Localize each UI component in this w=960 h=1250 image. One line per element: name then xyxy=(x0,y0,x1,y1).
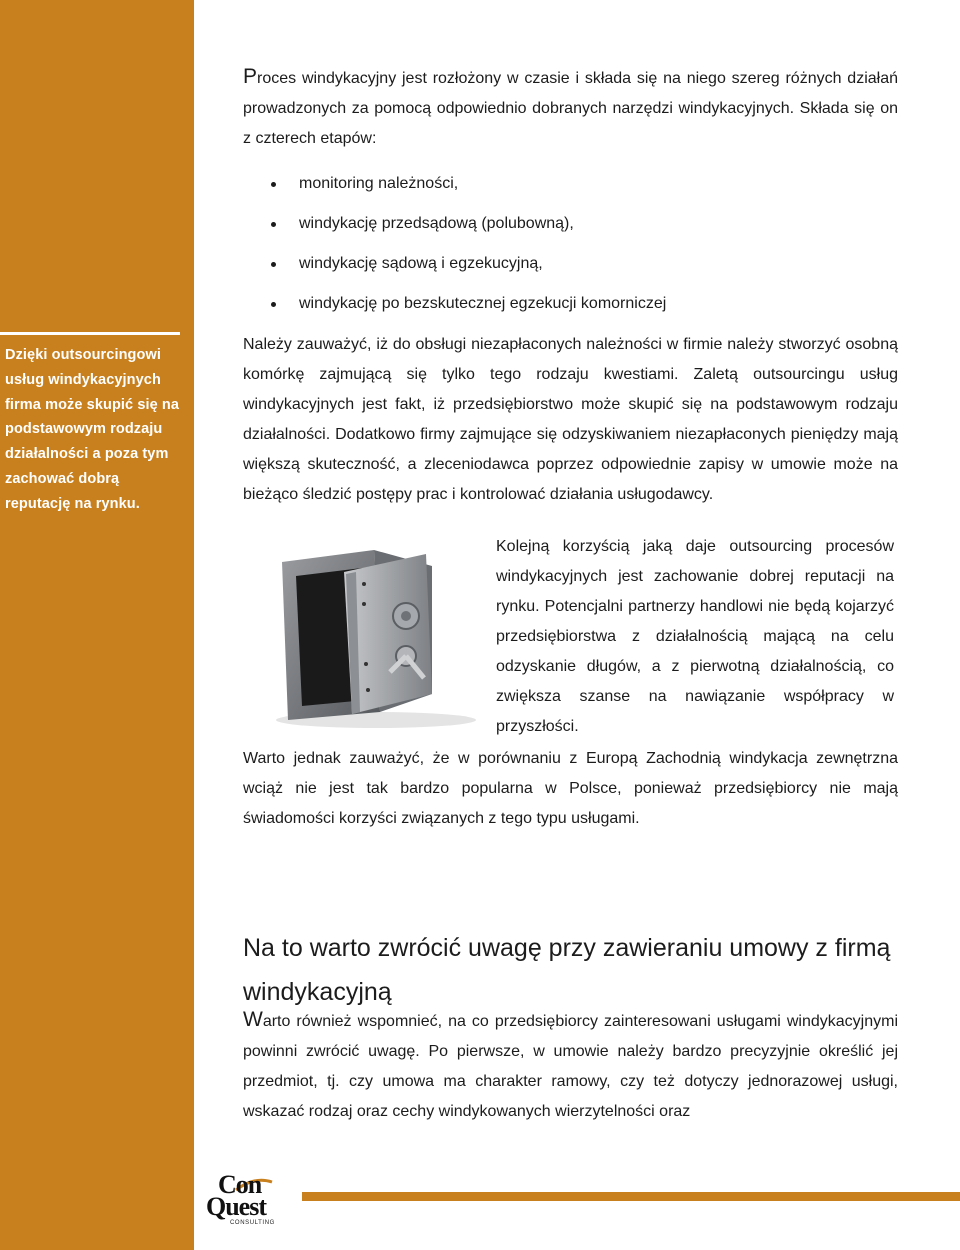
bullet-icon xyxy=(271,222,276,227)
list-item xyxy=(243,290,883,330)
sidebar-divider xyxy=(0,332,180,335)
intro-drop-letter: P xyxy=(243,65,258,88)
bullet-icon xyxy=(271,302,276,307)
outsourcing-paragraph: Należy zauważyć, iż do obsługi niezapłaconych należności w firmie należy stworzyć osobną komórkę zajmującą się tylko tego rodzaju kwestiami. Zaletą outsourcingu usług windykacyjnych jest fakt, iż przedsiębiorstwo może skupić się na podstawowym rodzaju działalności. Dodatkowo firmy zajmujące się odzyskiwaniem niezapłaconych pieniędzy mają większą skuteczność, a zleceniodawca poprzez odpowiednie zapisy w umowie może na bieżąco śledzić postępy prac i kontrolować działania usługodawcy. xyxy=(243,336,898,503)
awareness-paragraph: Warto jednak zauważyć, że w porównaniu z Europą Zachodnią windykacja zewnętrzna wciąż nie jest tak bardzo popularna w Polsce, ponieważ przedsiębiorcy nie mają świadomości korzyści związanych z tego typu usługami. xyxy=(243,750,898,827)
sidebar-pull-quote: Dzięki outsourcingowi usług windykacyjnych firma może skupić się na podstawowym rodzaju działalności a poza tym zachować dobrą reputację na rynku. xyxy=(5,347,180,512)
intro-paragraph xyxy=(243,62,898,154)
footer-rule xyxy=(302,1192,960,1201)
list-item xyxy=(243,210,883,250)
bullet-icon xyxy=(271,182,276,187)
list-item-text: windykację po bezskutecznej egzekucji komorniczej xyxy=(299,295,667,312)
reputation-paragraph: Kolejną korzyścią jaką daje outsourcing procesów windykacyjnych jest zachowanie dobrej reputacji na rynku. Potencjalni partnerzy handlowi nie będą kojarzyć przedsiębiorstwa z działalnością mającą na celu odzyskanie długów, a z pierwotną działalnością, co zwiększa szanse na nawiązanie współpracy w przyszłości. xyxy=(496,538,894,735)
list-item xyxy=(243,170,883,210)
list-item xyxy=(243,250,883,290)
stages-list xyxy=(243,170,883,330)
contract-paragraph xyxy=(243,1005,898,1127)
list-item-text: windykację sądową i egzekucyjną, xyxy=(299,255,543,272)
logo-line-1: Con xyxy=(218,1170,262,1199)
section-heading: Na to warto zwrócić uwagę przy zawieraniu umowy z firmą windykacyjną xyxy=(243,933,891,1006)
bullet-icon xyxy=(271,262,276,267)
safe-illustration xyxy=(256,544,486,730)
logo-line-2: Quest xyxy=(206,1192,266,1221)
conquest-logo xyxy=(204,1172,280,1232)
contract-drop-letter: W xyxy=(243,1008,263,1031)
list-item-text: windykację przedsądową (polubowną), xyxy=(299,215,574,232)
contract-text: arto również wspomnieć, na co przedsiębiorcy zainteresowani usługami windykacyjnymi powinni zwrócić uwagę. Po pierwsze, w umowie należy bardzo precyzyjnie określić jej przedmiot, tj. czy umowa ma charakter ramowy, czy też dotyczy jednorazowej usługi, wskazać rodzaj oraz cechy windykowanych wierzytelności oraz xyxy=(243,1013,898,1120)
logo-subtitle: CONSULTING xyxy=(230,1220,275,1226)
sidebar xyxy=(0,0,194,1250)
list-item-text: monitoring należności, xyxy=(299,175,459,192)
intro-text: roces windykacyjny jest rozłożony w czasie i składa się na niego szereg różnych działań prowadzonych za pomocą odpowiednio dobranych narzędzi windykacyjnych. Składa się on z czterech etapów: xyxy=(243,70,898,147)
